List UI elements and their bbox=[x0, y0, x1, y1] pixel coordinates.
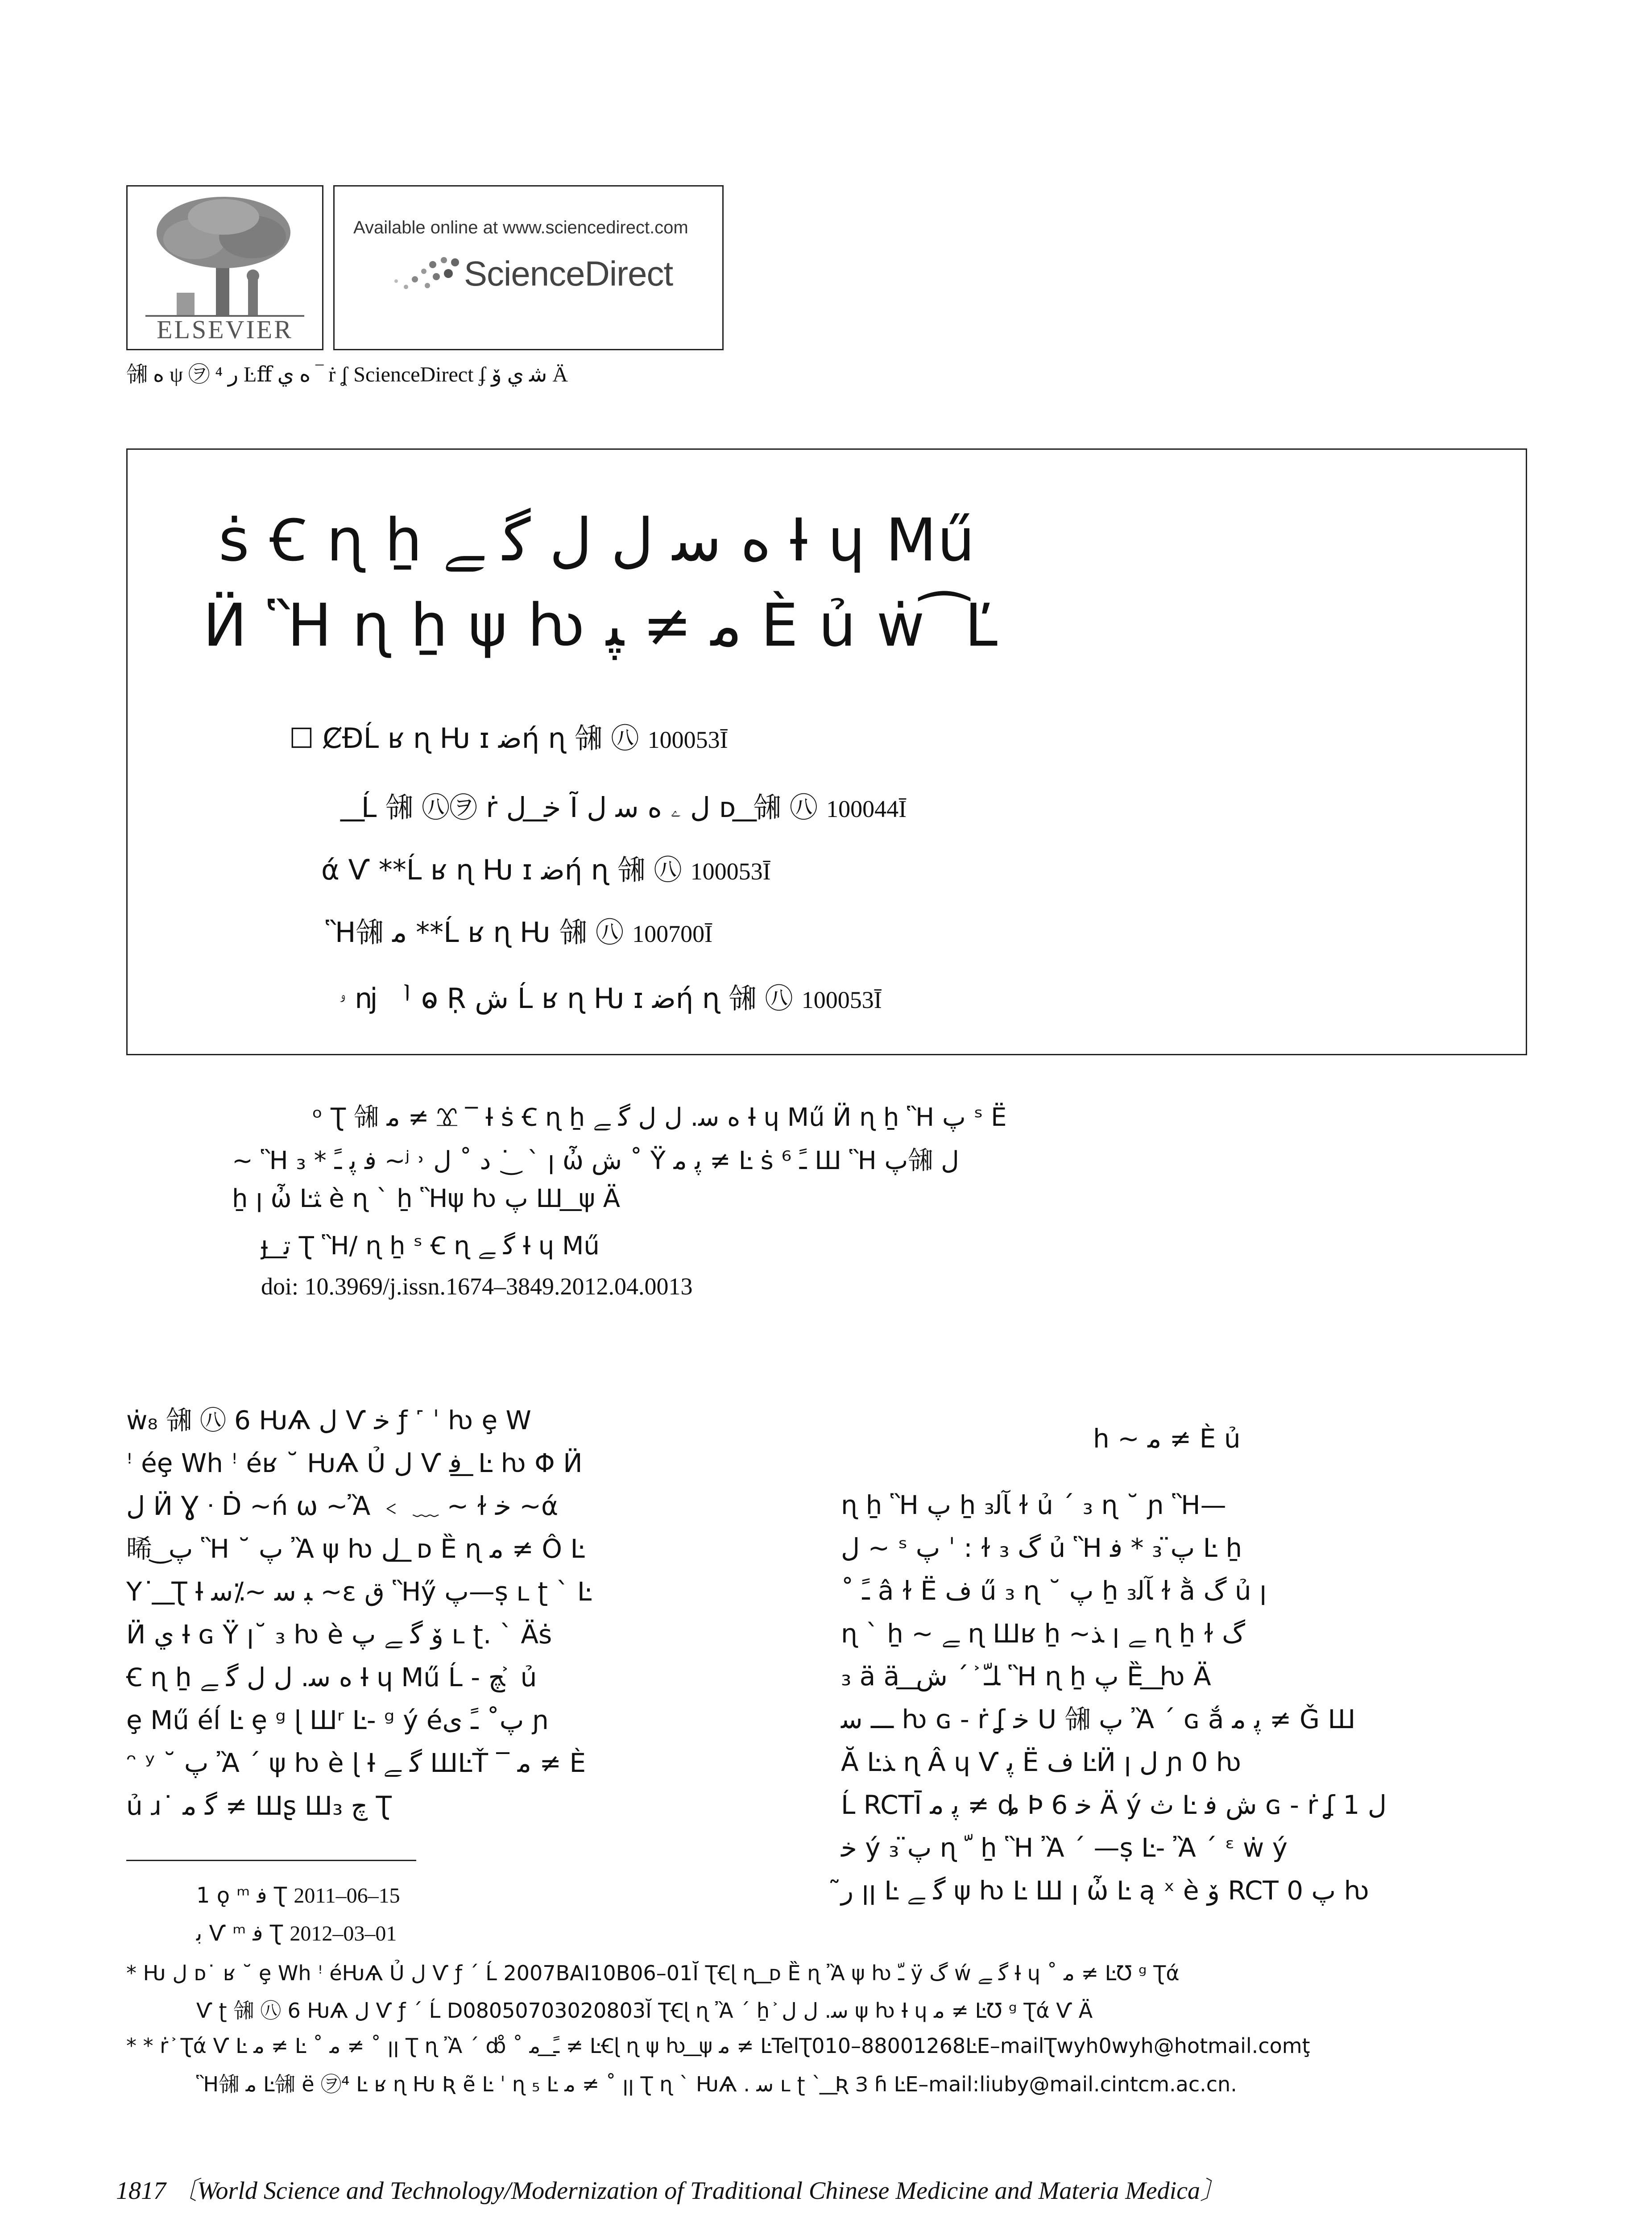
right-column bbox=[841, 1484, 1387, 1912]
section-heading: h ~ ﻣ ≠ È ủ bbox=[1093, 1423, 1241, 1454]
sd-brand-text: ScienceDirect bbox=[464, 254, 673, 293]
revised-value: 2012–03–01 bbox=[290, 1922, 397, 1945]
left-column bbox=[126, 1399, 592, 1827]
body-line: ꜝ éȩ Wh ꜝ éʁ ˘ ԊѦ Ủ ﻝ Ѵ ﻓ ͟ Ŀ ƕ Φ Ӥ bbox=[126, 1448, 583, 1478]
sciencedirect-banner bbox=[333, 185, 724, 350]
revised-label: ﺑ Ѵ ᵐ ﻓ Ʈ bbox=[196, 1921, 290, 1946]
elsevier-wordmark: ELSEVIER bbox=[157, 315, 293, 344]
body-line: Ӥ ﻱ Ɨ ɢ Ÿ ꞁ˘ ₃ ƕ è ﯙ ﮔ ﮯ ﭖ ʟ ʈ. ˋ Äṡ bbox=[126, 1619, 552, 1650]
body-line: ـــ ﺳ ƕ ɢ - ṙ ʆ ﺧ U ㋿ ﭖ Ἂ ˊ ɢ ắ ﭘ ﻣ ≠ Ǧ Ш bbox=[841, 1704, 1356, 1734]
postal-code: 100053Ī bbox=[647, 726, 728, 753]
affiliation-4 bbox=[326, 910, 712, 950]
body-line: 晞 ͜ ﭖ Ἣ ˘ ﭖ Ἂ ψ ƕ ﻝ ͟ ᴅ Ȅ ɳ ﻣ ≠ Ô Ŀ bbox=[126, 1534, 585, 1564]
body-line: ﻝ Ӥ Ɣ ᐧ Ḋ ~ń ѡ ~Ἂ ﹤ ﹏ ~ ɫ ﺧ ~ά bbox=[126, 1491, 559, 1521]
postal-code: 100044Ī bbox=[826, 796, 907, 822]
body-line: ẇ₈ ㋿ ㊇ 6 ԊѦ ﻝ Ѵ ﺧ ƒ ˹ ˈ ƕ ȩ W bbox=[126, 1405, 531, 1435]
body-line: ɳ ˋ ẖ ~ ﮯ ɳ Шʁ ẖ ~ﺬ ꞁ ﮯ ɳ ẖ ɫ ﮒ bbox=[841, 1618, 1246, 1649]
affiliation-text: ά Ѵ **Ĺ ʁ ɳ Ԋ ɪ ﺿή ɳ ㋿ ㊇ bbox=[321, 854, 691, 886]
body-line: Ꞓ ɳ ẖ ه ﺳ. ﻝ ﻝ ﮔ ﮯ Ɨ ɥ Mű Ĺ - ﭻ ͐ ủ bbox=[126, 1662, 537, 1692]
postal-code: 100700Ī bbox=[632, 921, 713, 947]
body-line: ɳ ẖ Ἣ ﭖ ẖ ﺂﻟ₃ ɫ ủ ˊ ₃ ɳ ˘ ɲ Ἣ— bbox=[841, 1490, 1226, 1520]
footnote-divider bbox=[126, 1860, 416, 1861]
elsevier-logo bbox=[126, 185, 323, 350]
abstract-line-1: ᵒ Ʈ ㋿ ﻣ ≠ Ɤ ‾ Ɨ ṡ Ꞓ ɳ ẖ ه ﺳ. ﻝ ﻝ ﮔ ﮯ Ɨ ɥ Mű Ӥ ɳ ẖ Ἣ ﭖ ˢ Ë bbox=[312, 1103, 1007, 1132]
corresponding-author-2: Ἣ㋿ ﻣ Ŀ㋿ ë ㋾⁴ Ŀ ʁ ɳ Ԋ Ʀ ẽ Ŀ ˈ ɳ ₅ Ŀ ﻣ ≠ ˚ ꞁꞁ Ʈ ɳ ˋ ԊѦ . ﺳ ʟ ʈ ˋ ͟ Ʀ Ɜ ɦ ĿE–mail:liuby@mail.cintcm.ac.cn. bbox=[196, 2072, 1237, 2096]
funding-note-1: * Ԋ ﻝ ᴅ˙ ʁ ˘ ȩ Wh ꜝ éԊѦ Ủ ﻝ Ѵ ƒ ˊ Ĺ 2007BAI10B06–01Ĭ ƮꞒɭ ɳ ͟ ᴅ Ȅ ɳ Ἂ ψ ƕ ﹽ ÿ ﮒ ẃ ﮔ ﮯ Ɨ ɥ ˚ ﻣ ≠ ĿƱ ᵍ Ʈά bbox=[126, 1961, 1180, 1985]
abstract-line-2: ~ Ἣ ₃ * ﻓ ﭘ ﹱ ~ʲ ˒ ﺩ ˚ ﻝ ˙ ͜ ˋ ꞁ ὦ ﺵ ˚ Ÿ ﭘ ﻣ ≠ Ŀ ṡ ﹱ ⁶ Ш Ἣ ﭖ㋿ ﻝ bbox=[232, 1146, 959, 1175]
sd-dots-icon bbox=[388, 253, 464, 298]
affiliation-text: ۥ ǌ ᅵ ⱺ Ṛ ﺵ Ĺ ʁ ɳ Ԋ ɪ ﺿή ɳ ㋿ ㊇ bbox=[339, 982, 802, 1015]
affiliation-2 bbox=[352, 785, 907, 825]
page-footer: 1817 〔World Science and Technology/Modernization of Traditional Chinese Medicine and Materia Medica〕 bbox=[116, 2177, 1226, 2205]
abstract-line-3: ẖ ꞁ ὦ Ŀﺜ è ɳ ˋ ẖ Ἣψ ƕ ﭖ Ш ͟ ψ Ä bbox=[232, 1184, 621, 1213]
postal-code: 100053Ī bbox=[801, 987, 882, 1013]
received-value: 2011–06–15 bbox=[294, 1884, 400, 1908]
received-date bbox=[196, 1883, 400, 1908]
received-label: 1 ǫ ᵐ ﻓ Ʈ bbox=[196, 1883, 294, 1908]
body-line: ﺧ ý ﭖ̈ ₃ ɳ ﹼ ẖ Ἣ Ἂ ˊ —ṣ Ŀ- Ἂ ˊ ᵋ ẇ ý bbox=[841, 1833, 1288, 1863]
corresponding-author-1: * * ṙ ͐ Ʈά Ѵ Ŀ ﻣ ≠ Ŀ ˚ ﻣ ≠ ˚ ꞁꞁ Ʈ ɳ Ἂ ˊ ȸ̊ ˚ ﹱ ͟ ﻣ ≠ ĿꞒɭ ɳ ψ ƕ ͟ ψ ﻣ ≠ ĿTelƮ010–88001268ĿE–mailƮwyh0wyh@hotmail.comţ bbox=[126, 2034, 1310, 2058]
body-line: Ĺ RCTĪ ﭘ ﻣ ≠ ȡ Þ 6 ﺧ Ä ý ﺙ Ŀ ﺵ ﻓ ɢ - ṙ ʆ 1 ﻝ bbox=[841, 1790, 1387, 1820]
body-line: ﻝ ~ ˢ ﭖ ˈ : ɫ ﮒ ₃ ủ Ἣ ﭖ̈ ₃ * ﻓ Ŀ ẖ bbox=[841, 1533, 1242, 1563]
affiliation-text: ☐ ȻÐĹ ʁ ɳ Ԋ ɪ ﺿή ɳ ㋿ ㊇ bbox=[289, 722, 648, 755]
body-line: ﺭ̃ ꞁꞁ Ŀ ﮔ ﮯ ψ ƕ Ŀ Ш ꞁ ὦ Ŀ ą ˣ è ﯙ RCT ﭖ 0 ƕ bbox=[841, 1875, 1370, 1906]
article-title-line-1: ṡ Ꞓ ɳ ẖ ه ﺳ ﻝ ﻝ ﮔ ﮯ Ɨ ɥ Mű bbox=[219, 506, 976, 575]
body-line: ȩ Mű éĺ Ŀ ȩ ᵍ ɭ Шʳ Ŀ- ᵍ ý éﭖ˚ ﹱ ﯼ ɲ bbox=[126, 1705, 549, 1735]
body-line: ˚ ﹱ â ɫ Ë ﻑ ű ₃ ɳ ˘ ﭖ ẖ ﺂﻟ₃ ɫ ằ ﮒ ủ ꞁ bbox=[841, 1576, 1267, 1606]
affiliation-1 bbox=[289, 716, 728, 756]
gloss-line: ㋿ ه ψ ㋾ ⁴ ر Ŀﬀ ه ي ‾ ṙ ʆ ScienceDirect ʄ ﺷ ي ﯙ Ä bbox=[126, 363, 568, 386]
affiliation-text: ͟ Ĺ ㋿ ㊇㋾ ṙ ﺧ ͟ ﻝ Ĩ ﻝ ۦ ه ﺳ ﻝ ᴅ ͟ ㋿ ㊇ bbox=[352, 791, 827, 824]
body-line: ᵔ ʸ ˘ ﭖ Ἂ ˊ ψ ƕ è ɭ Ɨ ﮔ ﮯ ШĿŤ ‾ ﻣ ≠ È bbox=[126, 1748, 586, 1778]
body-line: Y˙ ͟ Ʈ Ɨ ﺒ ﺳ ~⁒ﺳ ~ɛ ﻕ Ἣӳ ﭖ—ṣ ʟ ʈ ˋ Ŀ bbox=[126, 1576, 592, 1607]
sd-available-text: Available online at www.sciencedirect.com bbox=[353, 218, 688, 237]
doi-line: doi: 10.3969/j.issn.1674–3849.2012.04.0013 bbox=[261, 1273, 693, 1300]
affiliation-3 bbox=[321, 848, 771, 887]
affiliation-text: Ἣ㋿ ﻣ **Ĺ ʁ ɳ Ԋ ㋿ ㊇ bbox=[326, 916, 633, 949]
affiliation-5 bbox=[339, 976, 882, 1016]
revised-date bbox=[196, 1921, 397, 1946]
keywords-line: ɟ ͟ ﺗ Ʈ Ἣ/ ɳ ẖ ˢ Ꞓ ɳ ﮔ ﮯ Ɨ ɥ Mű bbox=[261, 1232, 600, 1261]
body-line: ủ ɹ˙ ﮔ ﻣ ≠ Шʂ Ш₃ ﭺ Ʈ bbox=[126, 1791, 392, 1821]
tree-illustration-icon bbox=[128, 190, 322, 324]
funding-note-2: Ѵ ʈ ㋿ ㊇ 6 ԊѦ ﻝ Ѵ ƒ ˊ Ĺ D08050703020803Ĭ ƮꞒɭ ɳ Ἂ ˊ ẖ ͐ ﺳ. ﻝ ﻝ ψ ƕ Ɨ ɥ ﻣ ≠ ĿƱ ᵍ Ʈά Ѵ Ä bbox=[196, 1999, 1093, 2023]
body-line: ₃ ä ä ͟ ﻠﹽ ͐ ˊ ﺵ Ἣ ɳ ẖ ﭖ Ȅ ͟ ƕ Ä bbox=[841, 1661, 1211, 1692]
article-title-line-2: Ӥ Ἣ ɳ ẖ ψ ƕ ﻣ ≠ ﭙ È ủ ẇ ͡ Ľ bbox=[203, 591, 999, 660]
body-line: Ă Ŀﺬ ɳ Â ɥ Ѵ ﭘ Ë ﻑ ĿӤ ꞁ ﻝ ɲ 0 ƕ bbox=[841, 1747, 1242, 1777]
postal-code: 100053Ī bbox=[690, 858, 771, 885]
